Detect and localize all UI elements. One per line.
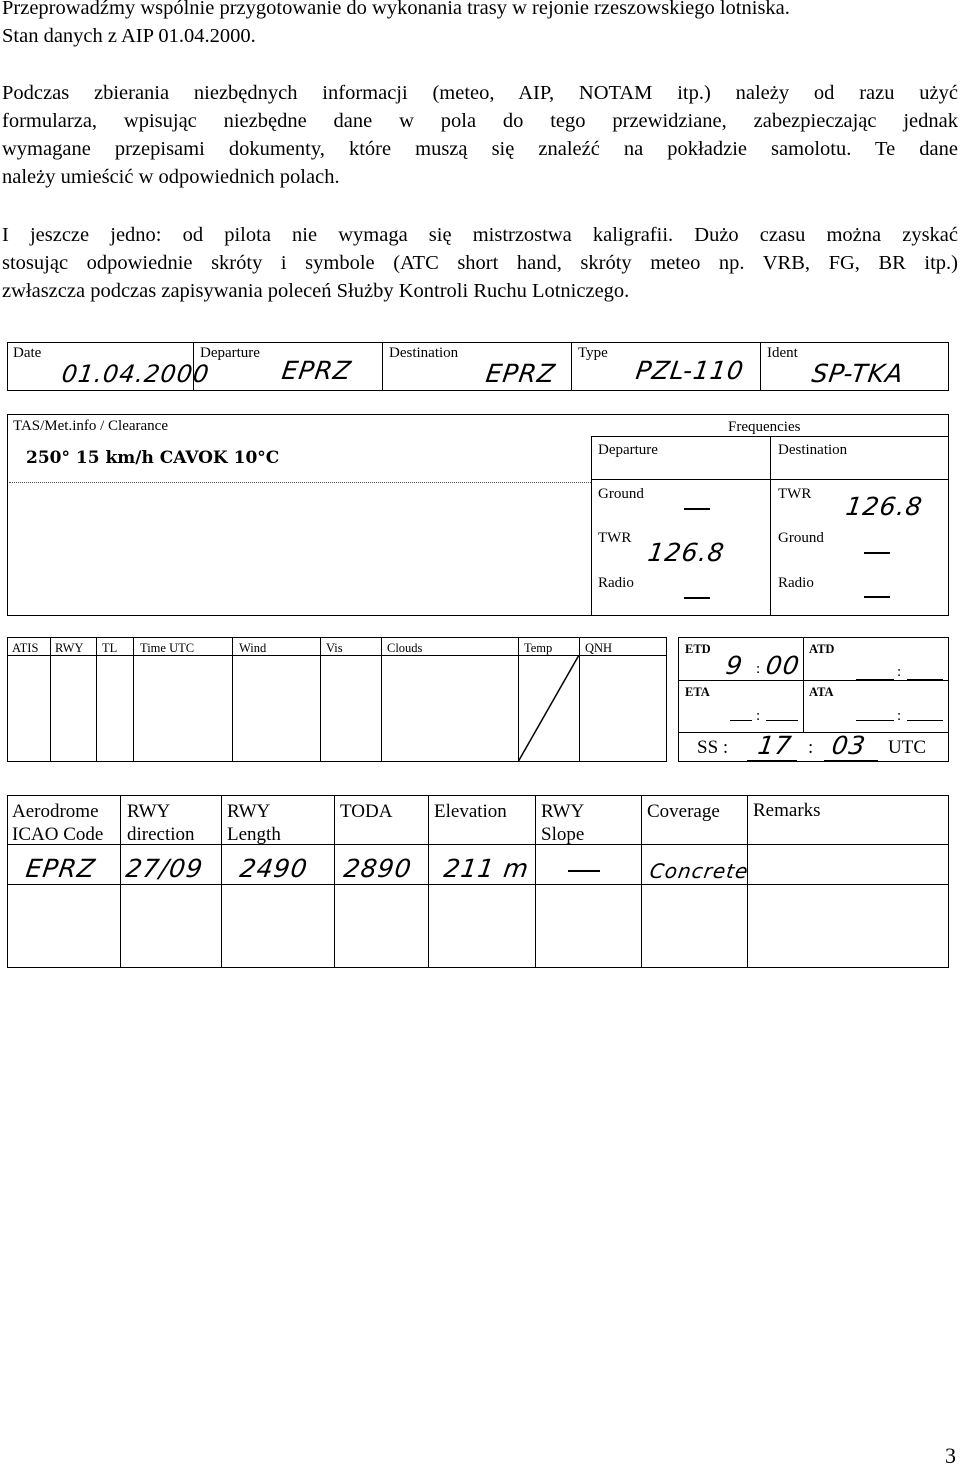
ata-hours-blank xyxy=(856,720,894,721)
cell-elevation[interactable]: 211 m xyxy=(442,854,532,883)
divider xyxy=(760,342,761,391)
col-clouds: Clouds xyxy=(387,641,423,655)
frequencies-title: Frequencies xyxy=(728,419,801,435)
col-aerodrome: Aerodrome ICAO Code xyxy=(12,801,104,845)
ident-label: Ident xyxy=(767,345,798,361)
atd-label: ATD xyxy=(809,642,835,656)
eta-hours-blank xyxy=(730,720,752,721)
destination-value[interactable]: EPRZ xyxy=(484,359,558,388)
divider xyxy=(320,637,321,762)
cell-coverage[interactable]: Concrete xyxy=(648,859,751,883)
ss-hours[interactable]: 17 xyxy=(756,731,794,760)
ss-minutes[interactable]: 03 xyxy=(830,731,868,760)
dotted-line xyxy=(9,482,591,483)
col-temp: Temp xyxy=(524,641,553,655)
col-toda: TODA xyxy=(340,801,393,822)
date-value[interactable]: 01.04.2000 xyxy=(60,360,212,388)
text-line: należy umieścić w odpowiednich polach. xyxy=(2,166,340,188)
col-tl: TL xyxy=(102,641,118,655)
ata-minutes-blank xyxy=(907,720,943,721)
text-line: Przeprowadźmy wspólnie przygotowanie do wykonania trasy w rejonie rzeszowskiego lotniska. xyxy=(2,0,790,19)
destination-label: Destination xyxy=(389,345,459,361)
type-label: Type xyxy=(578,345,608,361)
text-line: formularza, wpisując niezbędne dane w pola do tego przewidziane, zabezpieczając jednak xyxy=(2,110,958,132)
col-time-utc: Time UTC xyxy=(140,641,195,655)
paragraph-2 xyxy=(2,79,958,191)
ss-unit: UTC xyxy=(888,737,926,758)
divider xyxy=(747,795,748,968)
dep-ground-label: Ground xyxy=(598,486,644,502)
etd-separator: : xyxy=(756,661,761,677)
divider xyxy=(591,436,592,616)
dep-ground-value xyxy=(684,508,710,510)
departure-header: Departure xyxy=(598,442,658,458)
col-wind: Wind xyxy=(239,641,267,655)
type-value[interactable]: PZL-110 xyxy=(634,356,747,385)
divider xyxy=(232,637,233,762)
divider xyxy=(678,732,949,733)
atd-separator: : xyxy=(897,664,902,680)
cell-icao[interactable]: EPRZ xyxy=(24,854,98,883)
dest-ground-value xyxy=(864,552,890,554)
etd-label: ETD xyxy=(685,642,711,656)
divider xyxy=(591,436,949,437)
dep-radio-label: Radio xyxy=(598,575,634,591)
divider xyxy=(133,637,134,762)
divider xyxy=(381,637,382,762)
text-line: wymagane przepisami dokumenty, które muszą się znaleźć na pokładzie samolotu. Te dane xyxy=(2,138,958,160)
divider xyxy=(96,637,97,762)
date-label: Date xyxy=(13,345,42,361)
divider xyxy=(221,795,222,968)
tas-label: TAS/Met.info / Clearance xyxy=(13,418,169,434)
ss-minutes-line xyxy=(824,760,878,761)
text-line: I jeszcze jedno: od pilota nie wymaga się mistrzostwa kaligrafii. Dużo czasu można zyskać xyxy=(2,224,958,246)
col-remarks: Remarks xyxy=(753,800,821,821)
col-elevation: Elevation xyxy=(434,801,507,822)
eta-separator: : xyxy=(756,708,761,724)
divider xyxy=(770,436,771,616)
dep-radio-value xyxy=(684,597,710,599)
divider xyxy=(535,795,536,968)
eta-minutes-blank xyxy=(766,720,798,721)
page-number: 3 xyxy=(945,1443,956,1468)
dest-radio-value xyxy=(864,596,890,598)
paragraph-1 xyxy=(2,0,958,50)
ss-hours-line xyxy=(747,760,797,761)
col-rwy-slope: RWY Slope xyxy=(541,801,585,845)
divider xyxy=(803,637,804,732)
tas-value[interactable]: 250° 15 km/h CAVOK 10°C xyxy=(26,448,280,468)
col-rwy-length: RWY Length xyxy=(227,801,281,845)
divider xyxy=(120,795,121,968)
etd-hours[interactable]: 9 xyxy=(724,651,746,680)
divider xyxy=(382,342,383,391)
destination-header: Destination xyxy=(778,442,848,458)
divider xyxy=(571,342,572,391)
col-coverage: Coverage xyxy=(647,801,720,822)
dest-ground-label: Ground xyxy=(778,530,824,546)
atd-hours-blank xyxy=(856,679,894,680)
cell-slope xyxy=(568,870,600,872)
text-line: Stan danych z AIP 01.04.2000. xyxy=(2,25,256,47)
divider xyxy=(7,884,949,885)
cell-length[interactable]: 2490 xyxy=(238,854,310,883)
etd-minutes[interactable]: 00 xyxy=(764,651,802,680)
eta-label: ETA xyxy=(685,685,710,699)
dep-twr-value[interactable]: 126.8 xyxy=(646,538,727,567)
col-vis: Vis xyxy=(326,641,343,655)
departure-label: Departure xyxy=(200,345,260,361)
col-rwy-direction: RWY direction xyxy=(127,801,195,845)
col-atis: ATIS xyxy=(12,641,39,655)
departure-value[interactable]: EPRZ xyxy=(280,356,354,385)
cell-toda[interactable]: 2890 xyxy=(342,854,414,883)
cell-direction[interactable]: 27/09 xyxy=(124,854,206,883)
ss-label: SS : xyxy=(697,737,729,758)
text-line: zwłaszcza podczas zapisywania poleceń Służby Kontroli Ruchu Lotniczego. xyxy=(2,280,630,302)
text-line: Podczas zbierania niezbędnych informacji (meteo, AIP, NOTAM itp.) należy od razu użyć xyxy=(2,82,958,104)
dep-twr-label: TWR xyxy=(598,530,632,546)
dest-twr-value[interactable]: 126.8 xyxy=(844,492,925,521)
ss-separator: : xyxy=(808,737,814,758)
temp-diagonal xyxy=(518,655,580,762)
divider xyxy=(428,795,429,968)
col-rwy: RWY xyxy=(55,641,84,655)
ata-label: ATA xyxy=(809,685,834,699)
text-line: stosując odpowiednie skróty i symbole (ATC short hand, skróty meteo np. VRB, FG, BR itp.) xyxy=(2,252,958,274)
divider xyxy=(591,479,949,480)
dest-radio-label: Radio xyxy=(778,575,814,591)
ident-value[interactable]: SP-TKA xyxy=(810,359,906,388)
paragraph-3 xyxy=(2,221,958,305)
col-qnh: QNH xyxy=(585,641,613,655)
atd-minutes-blank xyxy=(907,679,943,680)
divider xyxy=(641,795,642,968)
ata-separator: : xyxy=(897,708,902,724)
dest-twr-label: TWR xyxy=(778,486,812,502)
divider xyxy=(334,795,335,968)
divider xyxy=(50,637,51,762)
divider xyxy=(678,680,949,681)
